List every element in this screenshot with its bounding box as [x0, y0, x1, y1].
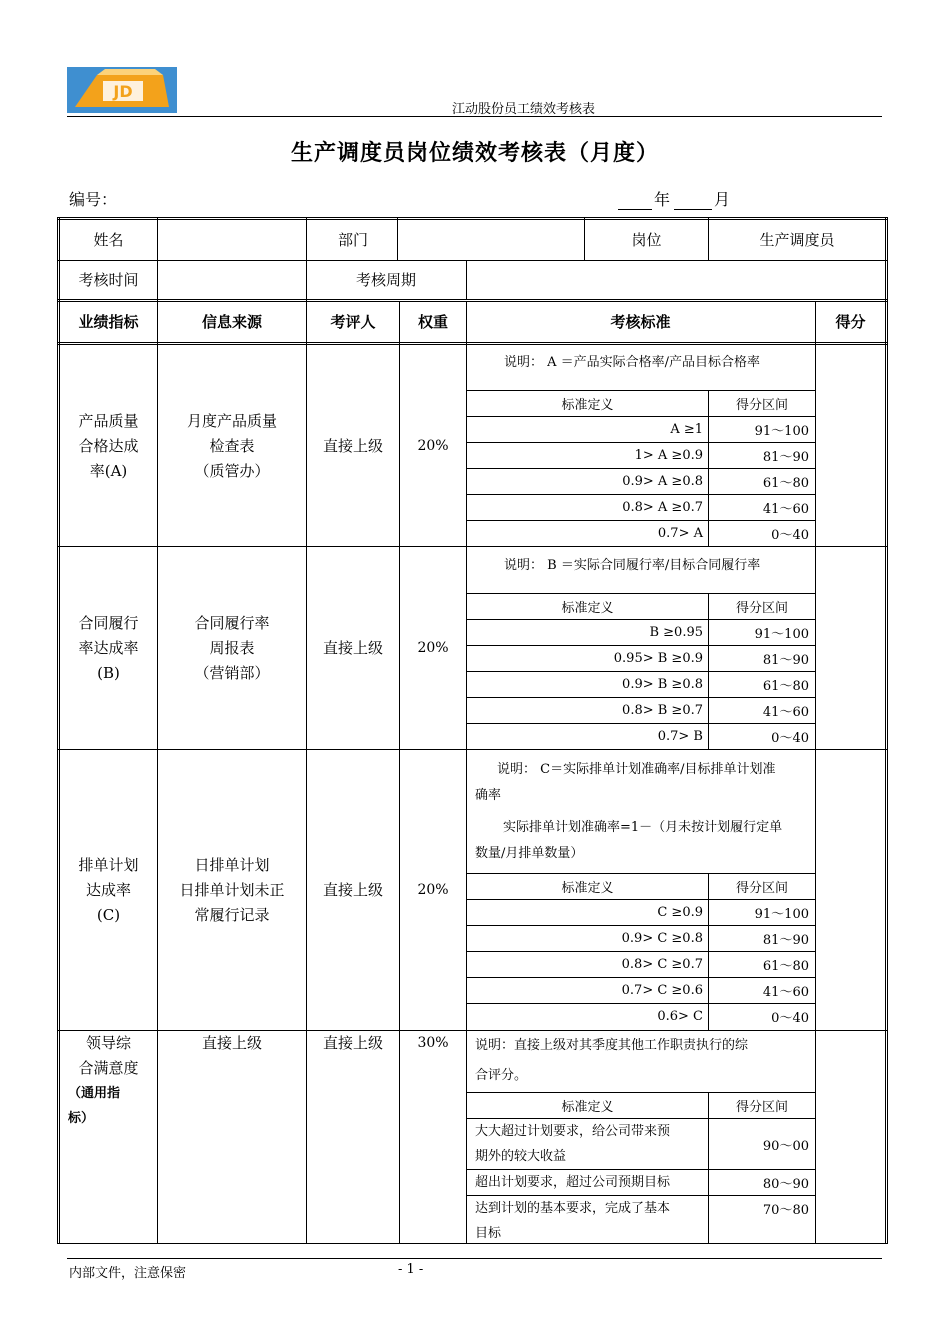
criteria-b-def-2: 0.95> B ≥0.9	[613, 651, 703, 666]
criteria-c-def-1: C ≥0.9	[657, 905, 703, 920]
footer-divider	[67, 1258, 882, 1259]
time-field[interactable]	[158, 261, 306, 299]
criteria-c-range-3: 61～80	[762, 959, 809, 974]
criteria-c-def-3: 0.8> C ≥0.7	[621, 957, 703, 972]
criteria-d-def-3: 达到计划的基本要求，完成了基本 目标	[475, 1201, 671, 1241]
criteria-b-range-3: 61～80	[762, 679, 809, 694]
assessment-table	[57, 217, 888, 1244]
header-divider	[67, 116, 882, 117]
criteria-b-range-4: 41～60	[762, 705, 809, 720]
date-line	[618, 187, 730, 210]
criteria-d-def-1: 大大超过计划要求，给公司带来预 期外的较大收益	[475, 1124, 671, 1164]
dept-label: 部门	[337, 230, 368, 249]
source-c: 日排单计划 日排单计划未正 常履行记录	[179, 855, 285, 924]
col-indicator: 业绩指标	[78, 312, 139, 331]
weight-a: 20%	[417, 437, 449, 454]
svg-text:JD: JD	[113, 82, 133, 101]
criteria-d-def-2: 超出计划要求，超过公司预期目标	[475, 1175, 671, 1190]
sub-def-header-a: 标准定义	[561, 398, 614, 413]
criteria-b-def-5: 0.7> B	[657, 729, 703, 744]
company-logo	[67, 67, 177, 113]
footer-confidential: 内部文件，注意保密	[69, 1266, 187, 1281]
criteria-d-range-1: 90～00	[762, 1138, 809, 1154]
sub-range-header-d: 得分区间	[735, 1100, 788, 1115]
dept-field[interactable]	[398, 220, 584, 260]
criteria-a-range-3: 61～80	[762, 476, 809, 491]
evaluator-c: 直接上级	[322, 880, 383, 899]
criteria-b-range-1: 91～100	[754, 627, 809, 642]
sub-range-header-a: 得分区间	[735, 398, 788, 413]
weight-d: 30%	[417, 1035, 449, 1051]
sub-range-header-b: 得分区间	[735, 601, 788, 616]
note-c: 说明： C＝实际排单计划准确率/目标排单计划准 确率 实际排单计划准确率=1－（月未按计划履行定单 数量/月排单数量）	[475, 762, 783, 861]
header-title: 江动股份员工绩效考核表	[452, 102, 596, 117]
evaluator-a: 直接上级	[322, 436, 383, 455]
criteria-d-range-2: 80～90	[762, 1177, 809, 1192]
criteria-b-range-2: 81～90	[762, 653, 809, 668]
document-title: 生产调度员岗位绩效考核表（月度）	[290, 140, 659, 166]
criteria-a-range-1: 91～100	[754, 424, 809, 439]
criteria-c-def-5: 0.6> C	[657, 1009, 703, 1024]
year-label: 年	[654, 190, 671, 209]
criteria-c-range-2: 81～90	[762, 933, 809, 948]
criteria-c-def-2: 0.9> C ≥0.8	[621, 931, 703, 946]
criteria-a-range-4: 41～60	[762, 502, 809, 517]
post-label: 岗位	[631, 230, 662, 249]
criteria-a-range-2: 81～90	[762, 450, 809, 465]
year-blank[interactable]	[618, 193, 652, 210]
criteria-b-def-3: 0.9> B ≥0.8	[622, 677, 703, 692]
evaluator-b: 直接上级	[322, 638, 383, 657]
sub-def-header-d: 标准定义	[561, 1100, 614, 1115]
post-value: 生产调度员	[759, 230, 835, 249]
indicator-a: 产品质量 合格达成 率(A)	[78, 411, 139, 480]
col-criteria: 考核标准	[610, 312, 671, 331]
criteria-b-range-5: 0～40	[771, 731, 809, 746]
criteria-a-def-2: 1> A ≥0.9	[634, 448, 703, 463]
serial-number-label: 编号：	[69, 190, 118, 209]
indicator-c: 排单计划 达成率 (C)	[78, 855, 139, 924]
col-source: 信息来源	[201, 312, 262, 331]
name-field[interactable]	[158, 220, 306, 260]
criteria-c-range-1: 91～100	[754, 907, 809, 922]
criteria-b-def-1: B ≥0.95	[649, 625, 703, 640]
criteria-a-range-5: 0～40	[771, 528, 809, 543]
month-blank[interactable]	[674, 193, 712, 210]
criteria-c-range-4: 41～60	[762, 985, 809, 1000]
period-label: 考核周期	[355, 270, 416, 289]
time-label: 考核时间	[78, 270, 139, 289]
criteria-d-range-3: 70～80	[762, 1203, 809, 1218]
evaluator-d: 直接上级	[322, 1034, 383, 1052]
col-score: 得分	[835, 312, 866, 331]
period-field[interactable]	[467, 261, 885, 299]
indicator-d: 领导综 合满意度 （通用指 标）	[68, 1034, 139, 1126]
criteria-a-def-5: 0.7> A	[657, 526, 703, 541]
weight-c: 20%	[417, 881, 449, 898]
source-a: 月度产品质量 检查表 （质管办）	[186, 411, 277, 480]
col-weight: 权重	[417, 312, 448, 331]
indicator-b: 合同履行 率达成率 (B)	[78, 613, 139, 682]
name-label: 姓名	[93, 230, 124, 249]
note-b: 说明： B ＝实际合同履行率/目标合同履行率	[504, 558, 761, 573]
weight-b: 20%	[417, 639, 449, 656]
page-number: - 1 -	[398, 1262, 424, 1277]
criteria-c-range-5: 0～40	[771, 1011, 809, 1026]
source-d: 直接上级	[201, 1034, 262, 1052]
source-b: 合同履行率 周报表 （营销部）	[194, 613, 270, 682]
sub-range-header-c: 得分区间	[735, 881, 788, 896]
note-a: 说明： A ＝产品实际合格率/产品目标合格率	[504, 355, 761, 370]
criteria-a-def-1: A ≥1	[670, 422, 703, 437]
criteria-c-def-4: 0.7> C ≥0.6	[621, 983, 703, 998]
sub-def-header-c: 标准定义	[561, 881, 614, 896]
criteria-a-def-4: 0.8> A ≥0.7	[622, 500, 703, 515]
sub-def-header-b: 标准定义	[561, 601, 614, 616]
criteria-a-def-3: 0.9> A ≥0.8	[622, 474, 703, 489]
criteria-b-def-4: 0.8> B ≥0.7	[622, 703, 703, 718]
col-evaluator: 考评人	[330, 312, 376, 331]
note-d: 说明：直接上级对其季度其他工作职责执行的综 合评分。	[475, 1038, 749, 1083]
month-label: 月	[714, 190, 731, 209]
